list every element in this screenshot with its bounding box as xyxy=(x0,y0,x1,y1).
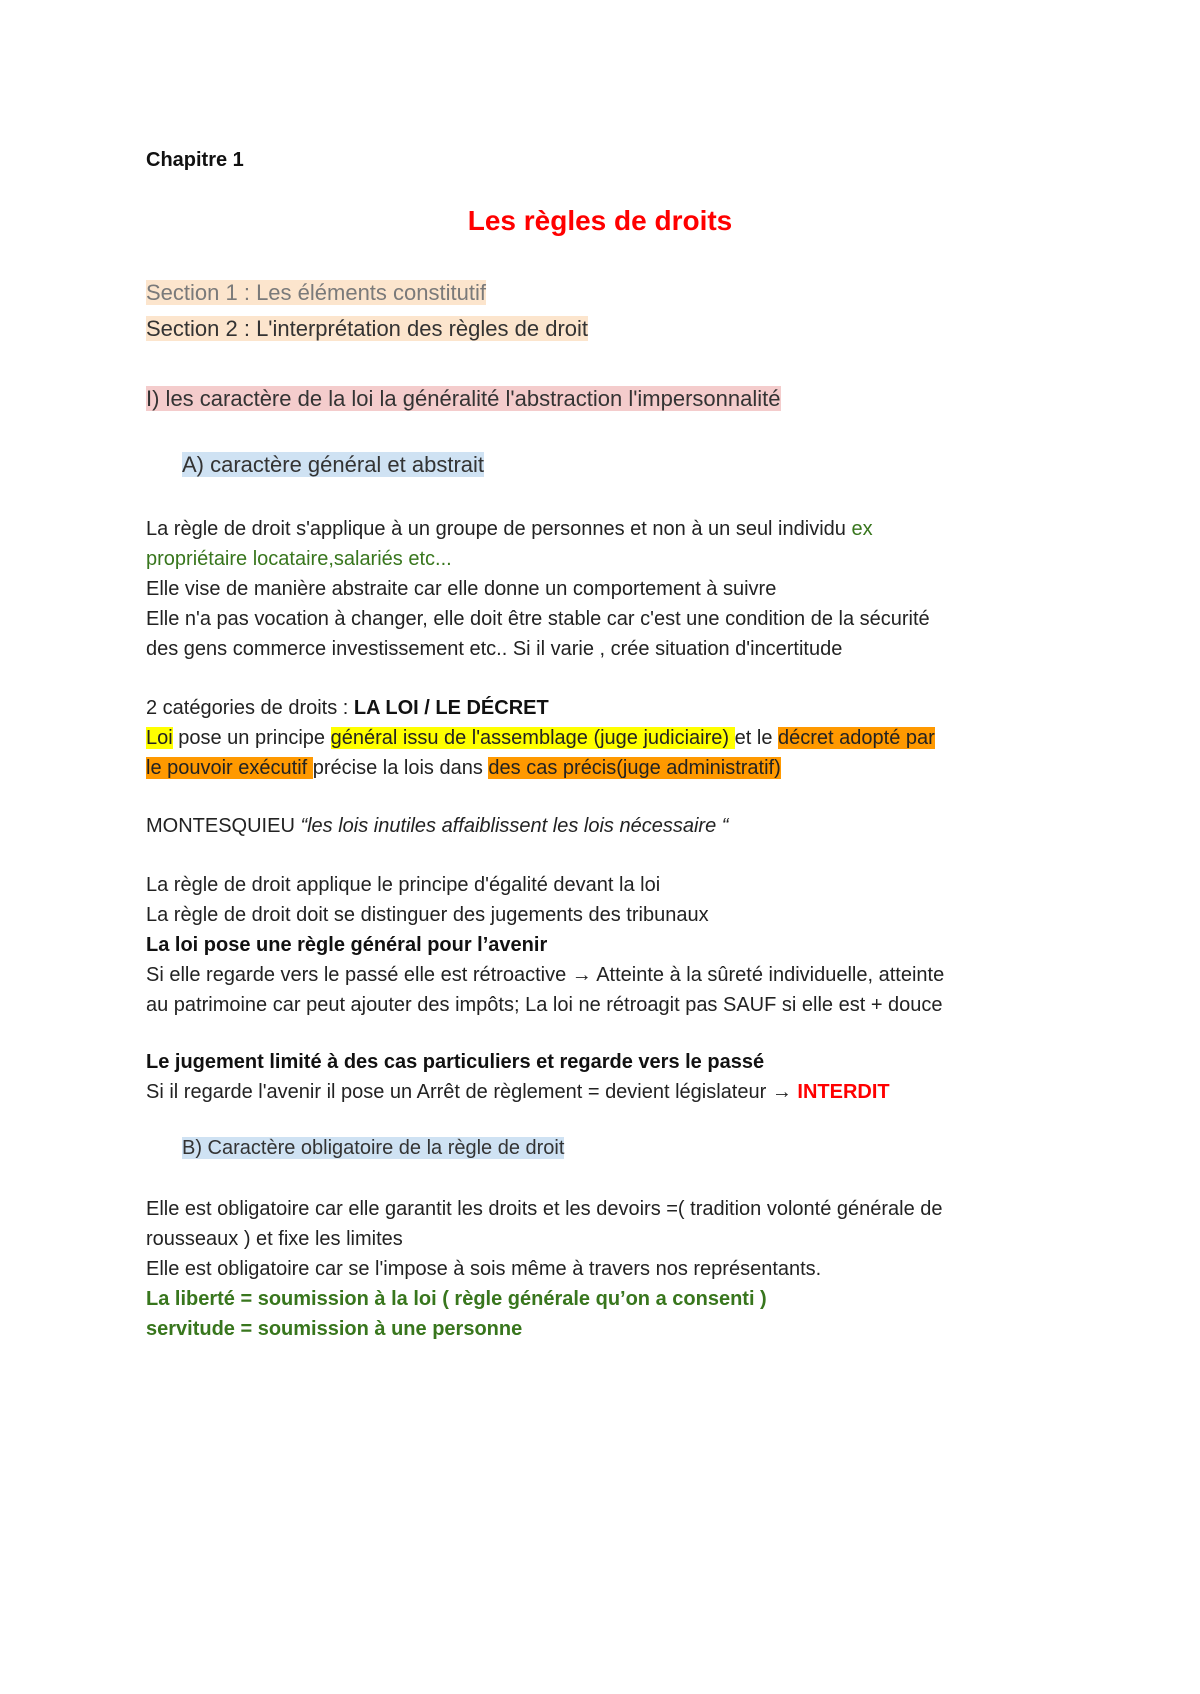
section-2-heading xyxy=(146,316,588,342)
section-1-heading xyxy=(146,280,486,306)
section-2-highlight: Section 2 : L'interprétation des règles de droit xyxy=(146,316,589,341)
para3-line1: La règle de droit applique le principe d'égalité devant la loi xyxy=(146,874,661,896)
para2-loi-decret: LA LOI / LE DÉCRET xyxy=(353,697,549,719)
para2-line2 xyxy=(146,725,935,751)
para1-line1 xyxy=(146,516,873,542)
para4-interdit: INTERDIT xyxy=(797,1081,890,1103)
subheading-b xyxy=(182,1135,564,1161)
para2-categories: 2 catégories de droits : xyxy=(146,697,354,719)
para1-text: La règle de droit s'applique à un groupe de personnes et non à un seul individu xyxy=(146,518,852,540)
document-title: Les règles de droits xyxy=(467,205,733,236)
para2-loi: Loi xyxy=(146,727,173,749)
para5-line3: Elle est obligatoire car se l'impose à sois même à travers nos représentants. xyxy=(146,1258,822,1280)
para2-general: général issu de l'assemblage (juge judiciaire) xyxy=(330,727,735,749)
para5-line5: servitude = soumission à une personne xyxy=(146,1318,523,1340)
para4-text: Si il regarde l'avenir il pose un Arrêt de règlement = devient législateur → xyxy=(146,1081,798,1103)
para1-line3: Elle vise de manière abstraite car elle donne un comportement à suivre xyxy=(146,578,777,600)
para2-decret: décret adopté par xyxy=(778,727,935,749)
para4-line1: Le jugement limité à des cas particuliers et regarde vers le passé xyxy=(146,1051,765,1073)
para1-line4: Elle n'a pas vocation à changer, elle doit être stable car c'est une condition de la sécurité xyxy=(146,608,930,630)
para2-et-le: et le xyxy=(734,727,778,749)
section-1-highlight: Section 1 : Les éléments constitutif xyxy=(146,280,486,305)
para2-pose: pose un principe xyxy=(172,727,331,749)
para2-pouvoir: le pouvoir exécutif xyxy=(146,757,313,779)
para3-line5: au patrimoine car peut ajouter des impôts; La loi ne rétroagit pas SAUF si elle est + douce xyxy=(146,994,943,1016)
part-1-heading xyxy=(146,386,781,412)
para1-line5: des gens commerce investissement etc.. Si il varie , crée situation d'incertitude xyxy=(146,638,843,660)
para5-line4: La liberté = soumission à la loi ( règle générale qu’on a consenti ) xyxy=(146,1288,767,1310)
montesquieu-quote xyxy=(146,813,728,839)
para4-line2 xyxy=(146,1079,890,1105)
para3-line3: La loi pose une règle général pour l’avenir xyxy=(146,934,548,956)
para5-line2: rousseaux ) et fixe les limites xyxy=(146,1228,403,1250)
para5-line1: Elle est obligatoire car elle garantit les droits et les devoirs =( tradition volonté générale de xyxy=(146,1198,943,1220)
para2-cas-precis: des cas précis(juge administratif) xyxy=(488,757,781,779)
subheading-a xyxy=(182,452,484,478)
subheading-a-highlight: A) caractère général et abstrait xyxy=(182,452,485,477)
para2-line1 xyxy=(146,695,549,721)
subheading-b-highlight: B) Caractère obligatoire de la règle de droit xyxy=(182,1137,565,1159)
chapter-label: Chapitre 1 xyxy=(146,149,244,171)
quote-text: “les lois inutiles affaiblissent les lois nécessaire “ xyxy=(300,815,729,837)
para3-line4: Si elle regarde vers le passé elle est rétroactive → Atteinte à la sûreté individuelle, atteinte xyxy=(146,964,945,986)
quote-author: MONTESQUIEU xyxy=(146,815,301,837)
para1-example: ex xyxy=(851,518,873,540)
para3-line2: La règle de droit doit se distinguer des jugements des tribunaux xyxy=(146,904,709,926)
para2-line3 xyxy=(146,755,781,781)
para1-line2: propriétaire locataire,salariés etc... xyxy=(146,548,452,570)
para2-precise: précise la lois dans xyxy=(312,757,489,779)
part-1-highlight: I) les caractère de la loi la généralité l'abstraction l'impersonnalité xyxy=(146,386,781,411)
